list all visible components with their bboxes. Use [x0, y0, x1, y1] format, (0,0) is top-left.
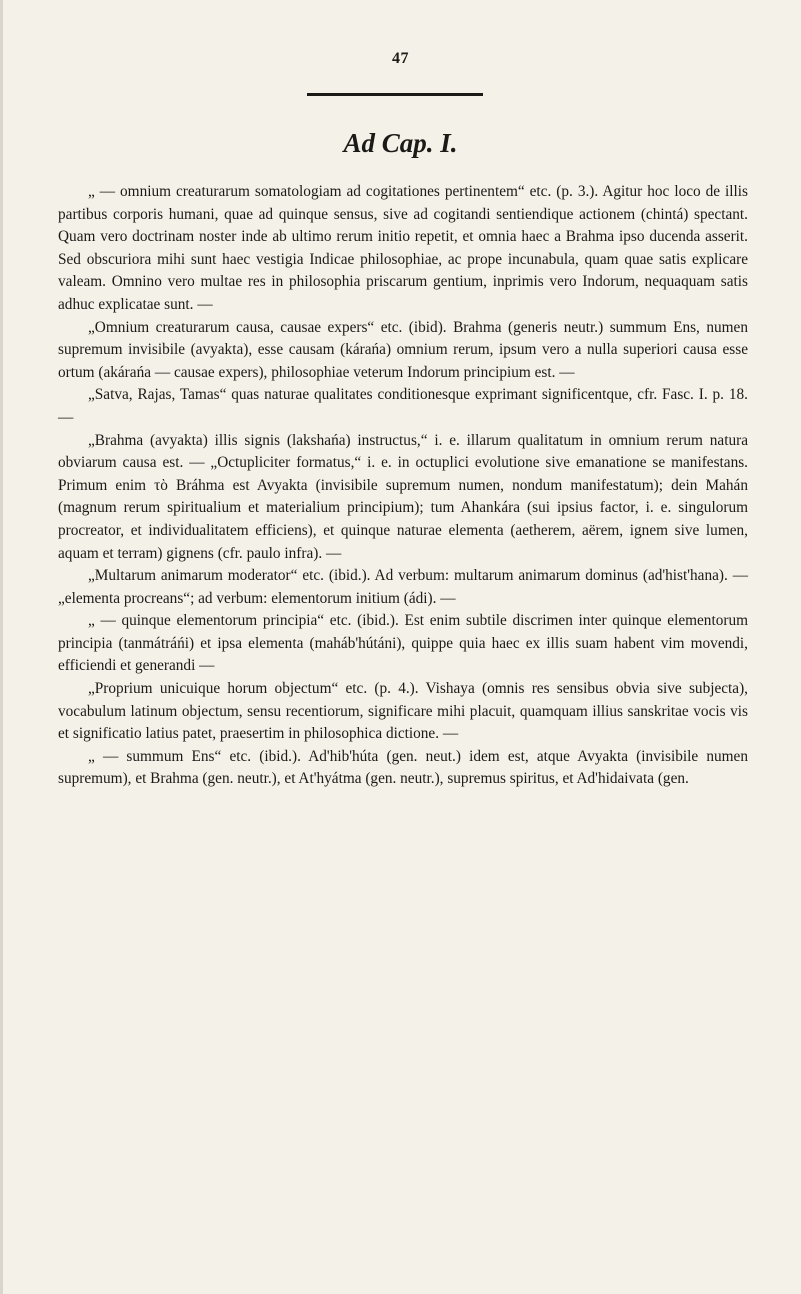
page-left-edge [0, 0, 3, 1294]
paragraph-brahma-avyakta [58, 430, 748, 566]
paragraph-summum-ens [58, 746, 748, 791]
chapter-heading: Ad Cap. I. [343, 128, 458, 158]
paragraph-text: „ — summum Ens“ etc. (ibid.). Ad'hib'húta (gen. neut.) idem est, atque Avyakta (invisibile numen supremum), et Brahma (gen. neutr.), et At'hyátma (gen. neutr.), supremus spiritus, et Ad'hidaivata (gen. [58, 747, 748, 788]
page-number: 47 [392, 50, 409, 67]
paragraph-text: „Brahma (avyakta) illis signis (lakshańa) instructus,“ i. e. illarum qualitatum in omnium rerum natura obviarum causa est. — „Octupliciter formatus,“ i. e. in octuplici evolutione sive emanatione se manifestans. Primum enim τὸ Bráhma est Avyakta (invisibile supremum numen, nondum manifestatum); dein Mahán (magnum rerum spiritualium et materialium principium); tum Ahankára (sui ipsius factor, i. e. singulorum procreator, et individualitatem efficiens), et quinque naturae elementa (aetherem, aërem, ignem sive lumen, aquam et terram) gignens (cfr. paulo infra). — [58, 431, 748, 562]
paragraph-text: „Multarum animarum moderator“ etc. (ibid.). Ad verbum: multarum animarum dominus (ad'hist'hana). — „elementa procreans“; ad verbum: elementorum initium (ádi). — [58, 567, 748, 607]
paragraph-text: „Omnium creaturarum causa, causae expers“ etc. (ibid). Brahma (generis neutr.) summum Ens, numen supremum invisibile (avyakta), esse causam (kárańa) omnium rerum, ipsum vero a nulla superiori causa esse ortum (akárańa — causae expers), philosophiae veterum Indorum principium est. — [58, 318, 748, 381]
paragraph-quinque-elementorum [58, 610, 748, 678]
paragraph-proprium-objectum [58, 678, 748, 746]
paragraph-multarum-animarum [58, 565, 748, 610]
paragraph-satva-rajas-tamas [58, 384, 748, 429]
body-text [58, 181, 748, 791]
paragraph-text: „Satva, Rajas, Tamas“ quas naturae qualitates conditionesque exprimant significentque, cfr. Fasc. I. p. 18. — [58, 386, 748, 426]
paragraph-text: „Proprium unicuique horum objectum“ etc. (p. 4.). Vishaya (omnis res sensibus obvia sive subjecta), vocabulum latinum objectum, sensu recentiorum, significare mihi placuit, quamquam illius sanskritae vocis vis et significatio latius patet, praesertim in philosophica dictione. — [58, 680, 748, 743]
paragraph-text: „ — omnium creaturarum somatologiam ad cogitationes pertinentem“ etc. (p. 3.). Agitur hoc loco de illis partibus corporis humani, quae ad quinque sensus, sive ad cogitandi sentiendique actionem (chintá) spectant. Quam vero doctrinam noster inde ab ultimo rerum initio repetit, et omnia haec a Brahma ipso ducenda asserit. Sed obscuriora mihi sunt haec vestigia Indicae philosophiae, ac prope incunabula, quam quae satis explicare valeam. Omnino vero multae res in philosophia priscarum gentium, inprimis vero Indorum, nequaquam satis adhuc explicatae sunt. — [58, 183, 748, 313]
paragraph-somatologia [58, 181, 748, 317]
paragraph-omnium-creaturarum [58, 317, 748, 385]
paragraph-text: „ — quinque elementorum principia“ etc. (ibid.). Est enim subtile discrimen inter quinque elementorum principia (tanmátráńi) et ipsa elementa (maháb'hútáni), quippe quia haec ex illis suam habent vim movendi, efficiendi et generandi — [58, 612, 748, 675]
header-rule [307, 93, 483, 96]
